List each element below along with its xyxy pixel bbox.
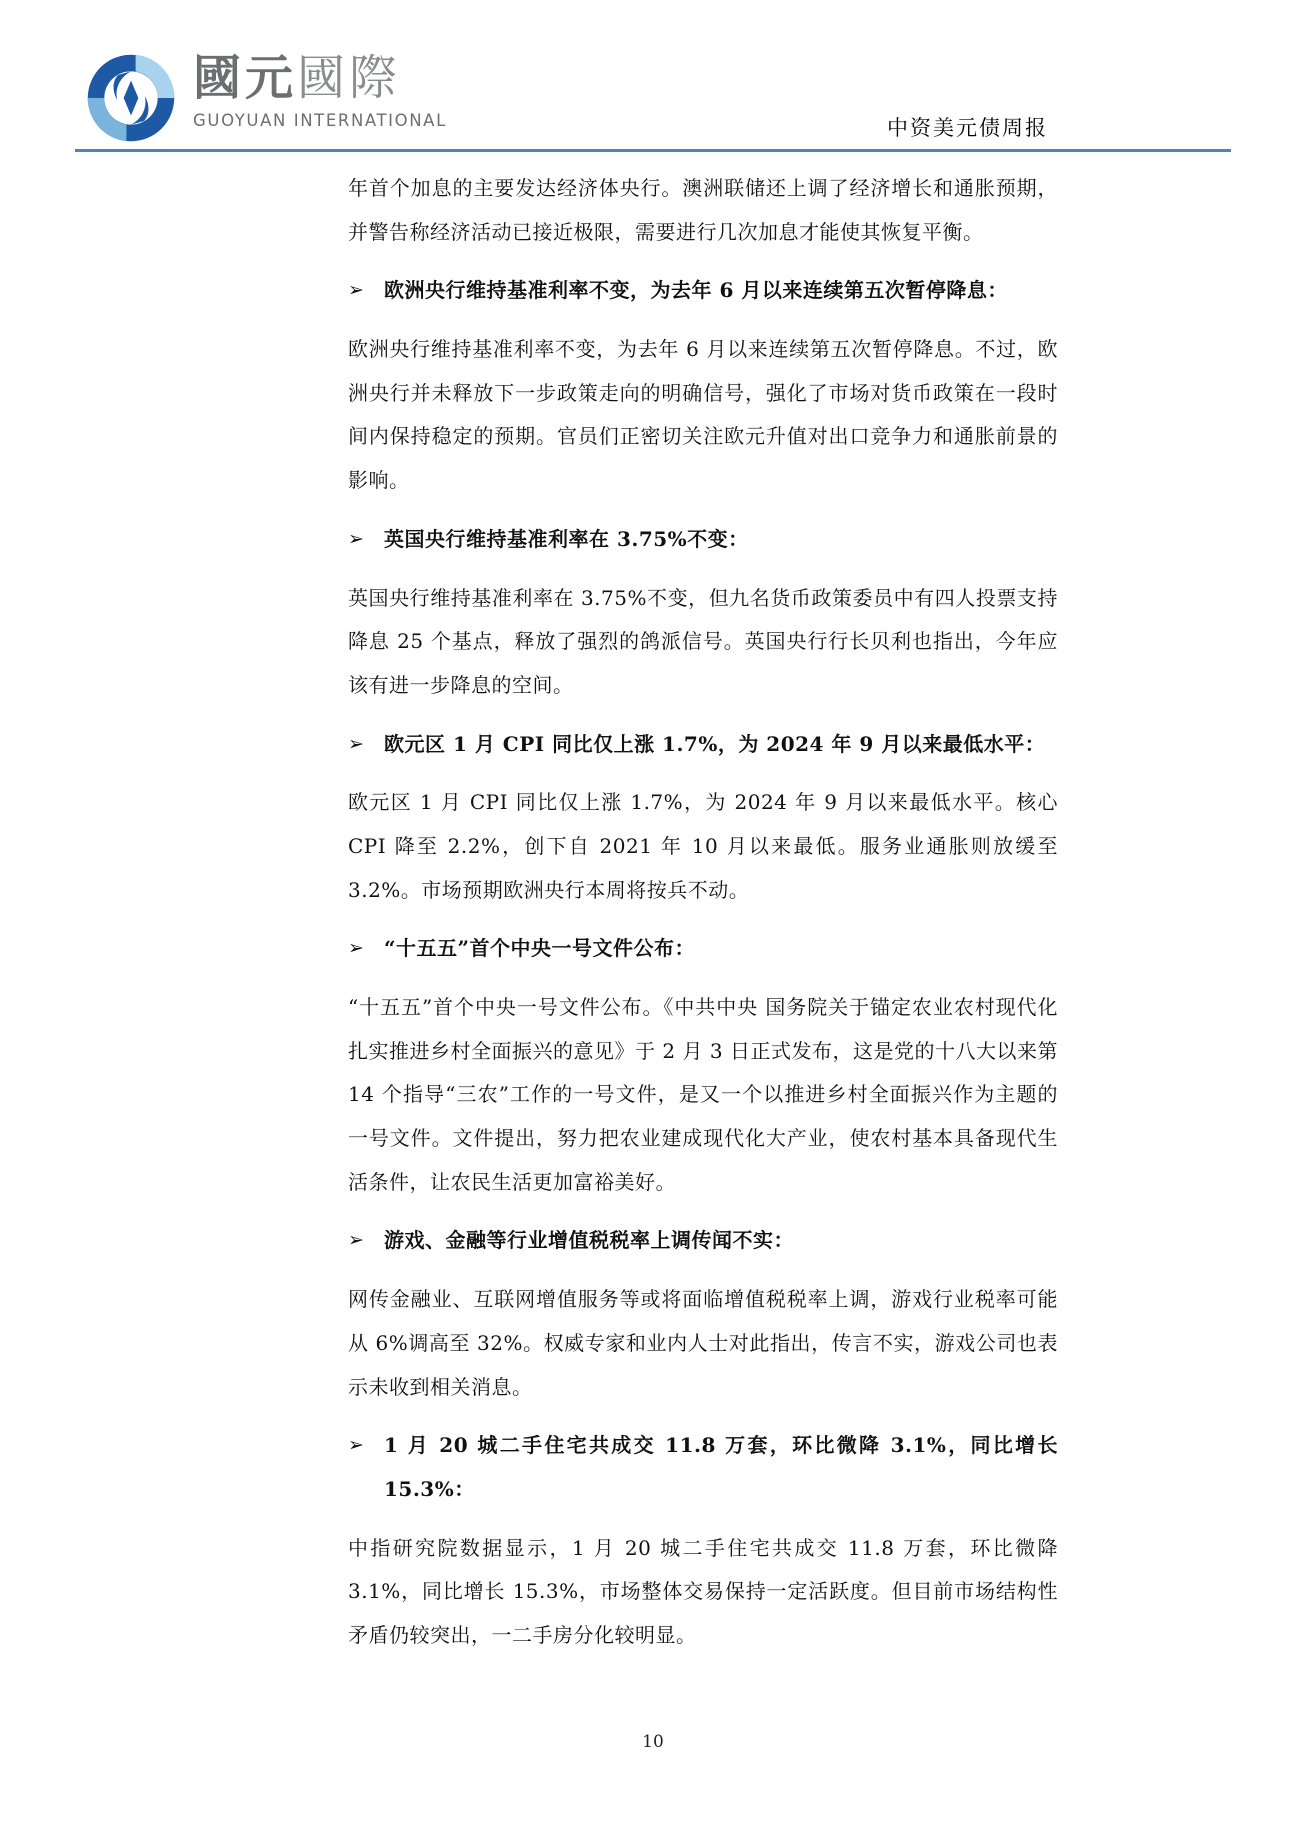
bullet-heading-text: 游戏、金融等行业增值税税率上调传闻不实：	[384, 1228, 794, 1253]
bullet-heading	[348, 723, 1058, 767]
bullet-heading-text: “十五五”首个中央一号文件公布：	[384, 936, 696, 961]
bullet-section	[348, 1219, 1058, 1409]
section-paragraph: 中指研究院数据显示，1 月 20 城二手住宅共成交 11.8 万套，环比微降 3.1%，同比增长 15.3%，市场整体交易保持一定活跃度。但目前市场结构性矛盾仍较突出，一二手房分化较明显。	[348, 1535, 1058, 1647]
bullet-heading-text: 欧元区 1 月 CPI 同比仅上涨 1.7%，为 2024 年 9 月以来最低水平：	[384, 731, 1046, 756]
bullet-section	[348, 723, 1058, 913]
bullet-arrow-icon: ➢	[348, 937, 365, 960]
company-logo	[85, 52, 447, 144]
bullet-section	[348, 927, 1058, 1204]
section-paragraph: 欧洲央行维持基准利率不变，为去年 6 月以来连续第五次暂停降息。不过，欧洲央行并未释放下一步政策走向的明确信号，强化了市场对货币政策在一段时间内保持稳定的预期。官员们正密切关注欧元升值对出口竞争力和通胀前景的影响。	[348, 337, 1058, 493]
guoyuan-logo-icon	[85, 52, 177, 144]
page-header	[0, 0, 1306, 155]
document-body	[348, 152, 1058, 1673]
bullet-heading-text: 欧洲央行维持基准利率不变，为去年 6 月以来连续第五次暂停降息：	[384, 278, 1008, 303]
section-paragraph: 欧元区 1 月 CPI 同比仅上涨 1.7%，为 2024 年 9 月以来最低水平。核心 CPI 降至 2.2%，创下自 2021 年 10 月以来最低。服务业通胀则放缓至 3.2%。市场预期欧洲央行本周将按兵不动。	[348, 790, 1058, 902]
page-number: 10	[642, 1732, 664, 1752]
page-footer	[0, 1732, 1306, 1752]
bullet-heading-text: 1 月 20 城二手住宅共成交 11.8 万套，环比微降 3.1%，同比增长 15.3%：	[384, 1433, 1058, 1501]
bullet-section	[348, 269, 1058, 502]
logo-text	[193, 52, 447, 130]
bullet-arrow-icon: ➢	[348, 279, 365, 302]
logo-chinese-bold: 國元	[193, 50, 298, 106]
bullet-heading	[348, 927, 1058, 971]
bullet-heading	[348, 1219, 1058, 1263]
bullet-arrow-icon: ➢	[348, 732, 365, 755]
logo-chinese-light: 國際	[297, 50, 402, 106]
bullet-heading	[348, 1424, 1058, 1511]
bullet-heading	[348, 269, 1058, 313]
section-paragraph: “十五五”首个中央一号文件公布。《中共中央 国务院关于锚定农业农村现代化 扎实推进乡村全面振兴的意见》于 2 月 3 日正式发布，这是党的十八大以来第 14 个指导“三农”工作的一号文件，是又一个以推进乡村全面振兴作为主题的一号文件。文件提出，努力把农业建成现代化大产业，使农村基本具备现代生活条件，让农民生活更加富裕美好。	[348, 995, 1058, 1194]
bullet-heading-text: 英国央行维持基准利率在 3.75%不变：	[384, 526, 749, 551]
bullet-arrow-icon: ➢	[348, 1434, 365, 1457]
report-type-label: 中资美元债周报	[887, 116, 1048, 140]
section-paragraph: 英国央行维持基准利率在 3.75%不变，但九名货币政策委员中有四人投票支持降息 25 个基点，释放了强烈的鸽派信号。英国央行行长贝利也指出，今年应该有进一步降息的空间。	[348, 585, 1058, 697]
intro-paragraph: 年首个加息的主要发达经济体央行。澳洲联储还上调了经济增长和通胀预期，并警告称经济活动已接近极限，需要进行几次加息才能使其恢复平衡。	[348, 176, 1058, 244]
bullet-section	[348, 1424, 1058, 1657]
bullet-arrow-icon: ➢	[348, 527, 365, 550]
bullet-section	[348, 518, 1058, 708]
section-paragraph: 网传金融业、互联网增值服务等或将面临增值税税率上调，游戏行业税率可能从 6%调高至 32%。权威专家和业内人士对此指出，传言不实，游戏公司也表示未收到相关消息。	[348, 1287, 1058, 1399]
logo-chinese-name	[193, 52, 447, 105]
logo-english-name: GUOYUAN INTERNATIONAL	[193, 110, 447, 130]
bullet-arrow-icon: ➢	[348, 1229, 365, 1252]
bullet-heading	[348, 518, 1058, 562]
